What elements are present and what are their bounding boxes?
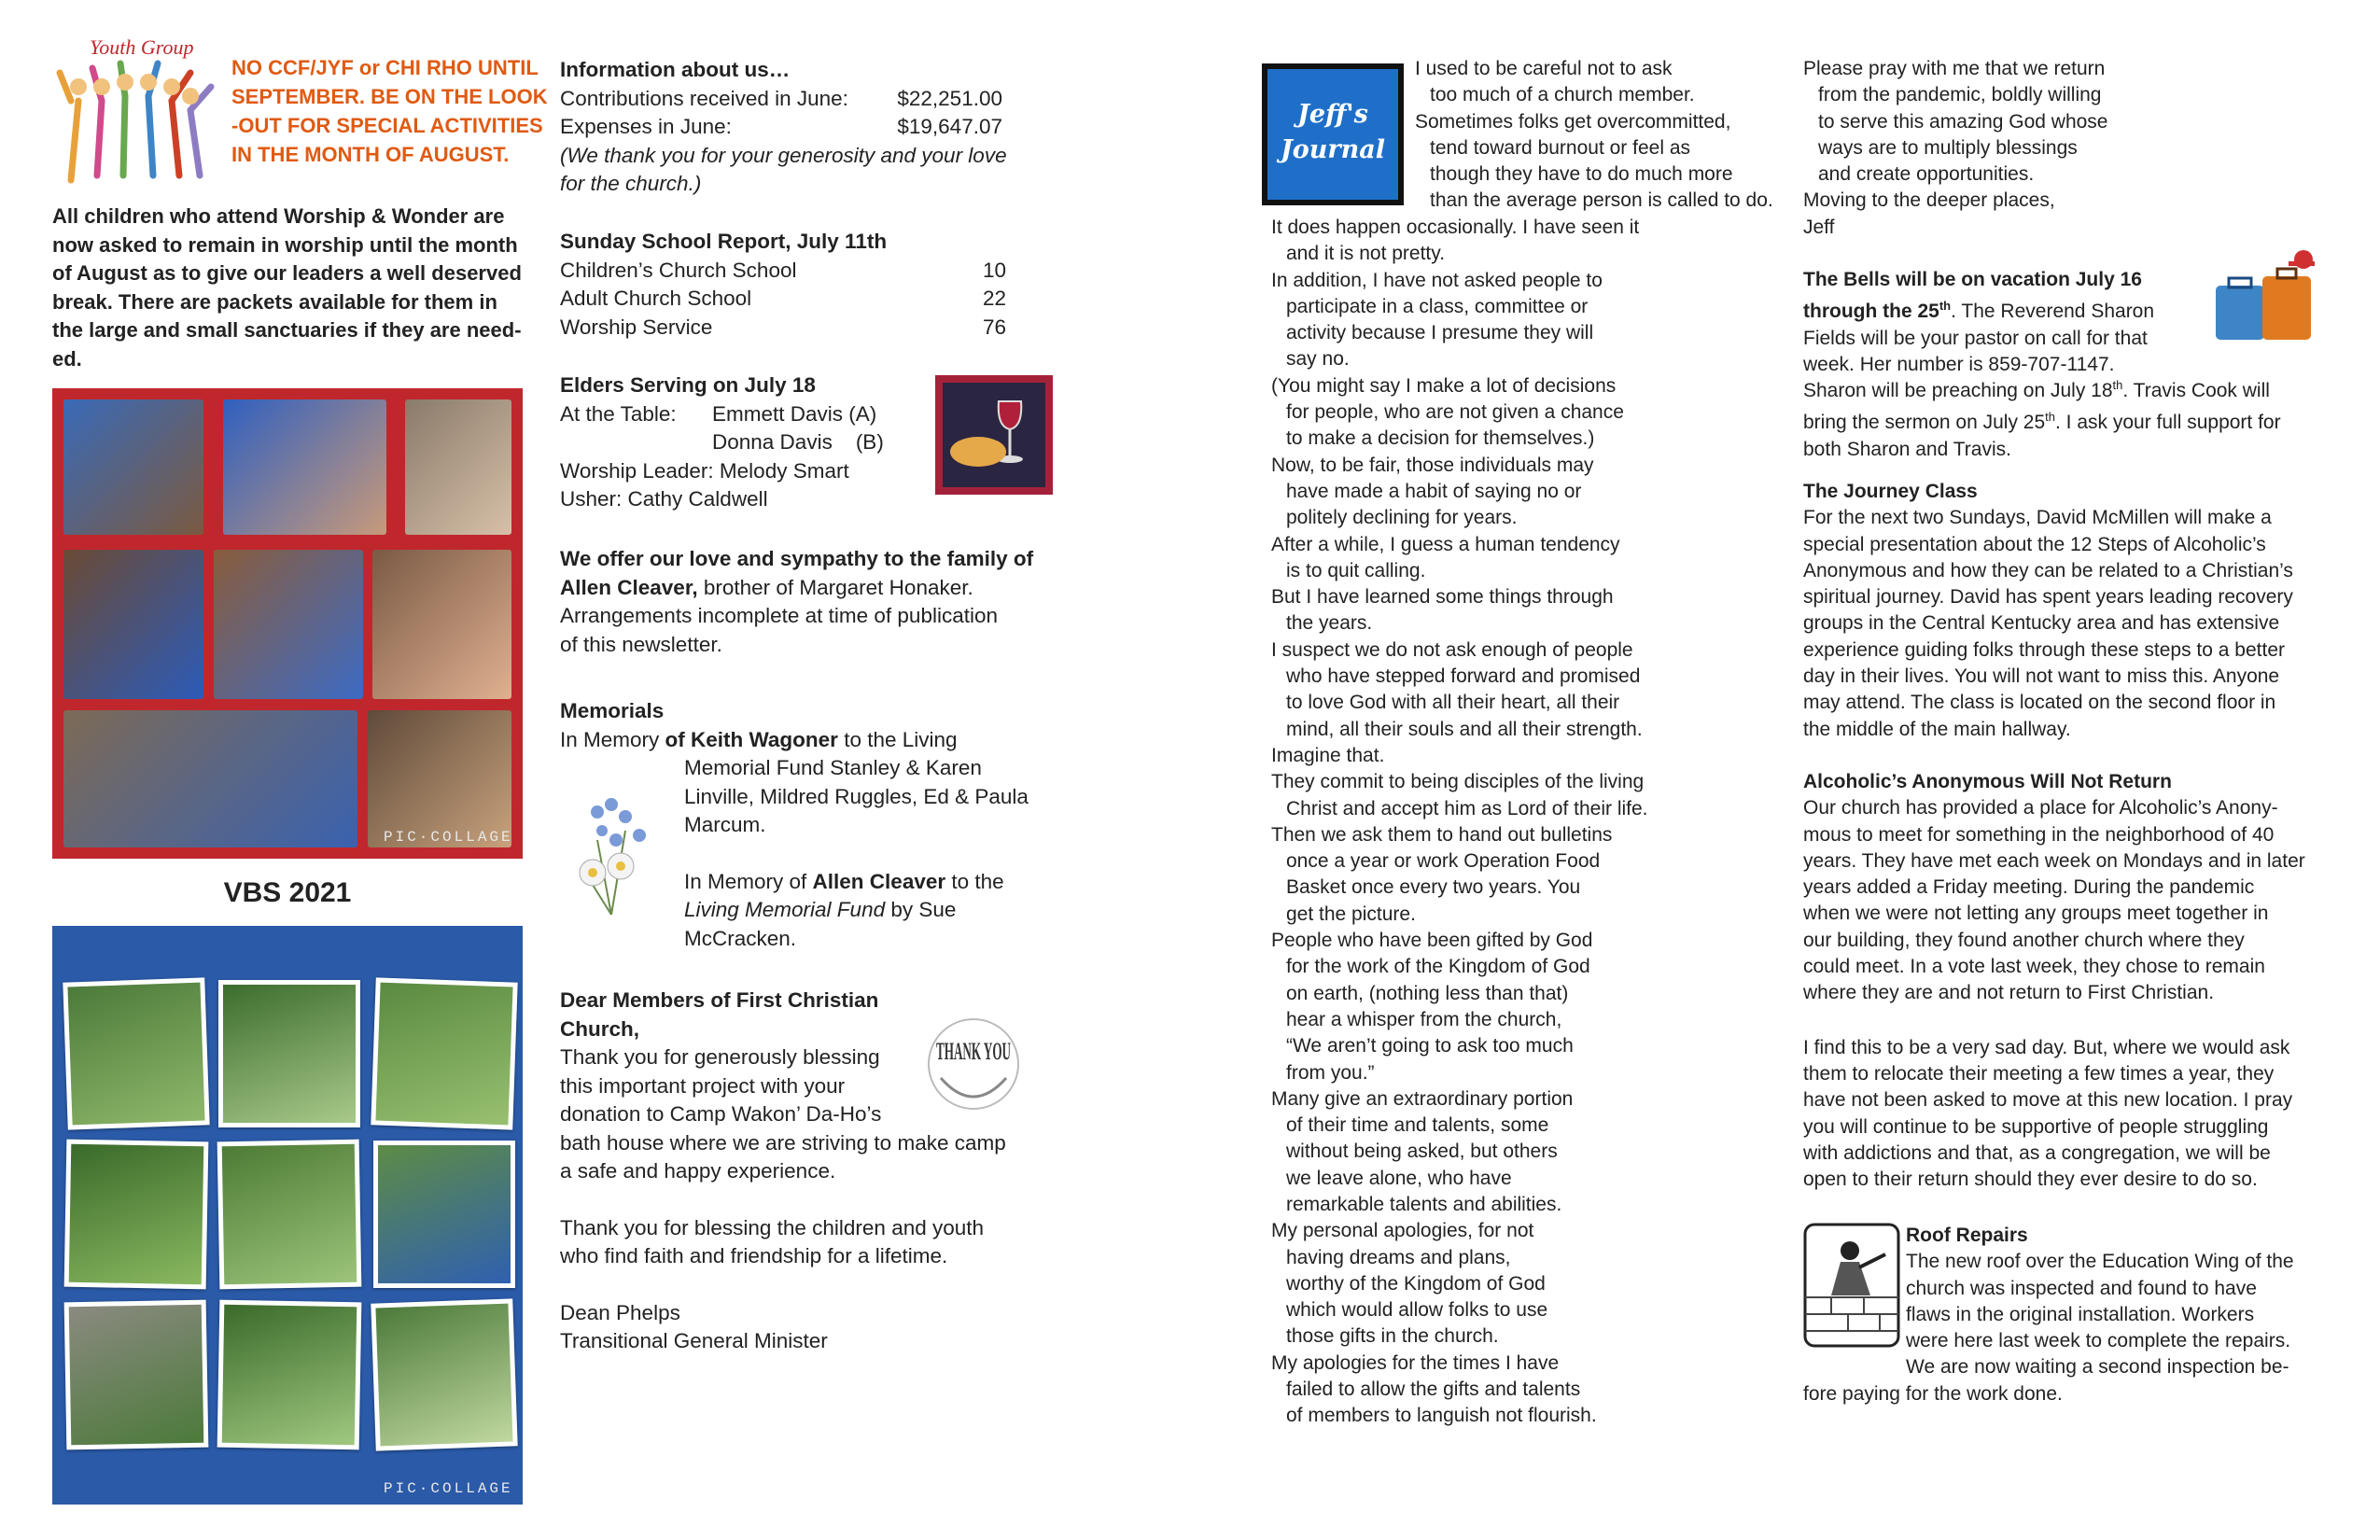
- jeffs-journal-logo: [1262, 63, 1404, 205]
- roof-line: fore paying for the work done.: [1803, 1383, 2063, 1405]
- collage-watermark: PIC·COLLAGE: [384, 829, 513, 846]
- sympathy-line: Allen Cleaver, brother of Margaret Honaker.: [560, 575, 973, 599]
- aa-line: our building, they found another church where they: [1803, 929, 2245, 951]
- prayer-section: [1803, 56, 2195, 241]
- journal-logo-text: Journal: [1280, 135, 1386, 164]
- journal-line: Many give an extraordinary portion: [1271, 1087, 1574, 1110]
- journal-line: the years.: [1286, 612, 1373, 635]
- photo: [63, 977, 209, 1129]
- info-row: Contributions received in June: $22,251.00: [560, 86, 1002, 110]
- bells-line: The Bells will be on vacation July 16: [1803, 269, 2142, 290]
- elders-table-row: Donna Davis (B): [712, 430, 884, 454]
- worship-wonder-notice: [52, 203, 556, 373]
- aa-line: them to relocate their meeting a few times a year, they: [1803, 1062, 2275, 1085]
- journal-line: I used to be careful not to ask: [1415, 58, 1673, 79]
- luggage-image: [2210, 248, 2315, 345]
- photo: [405, 399, 511, 535]
- prayer-line: Moving to the deeper places,: [1803, 189, 2055, 212]
- youth-group-logo-text: Youth Group: [90, 35, 194, 59]
- info-thanks: for the church.): [560, 172, 702, 195]
- letter-line: donation to Camp Wakon’ Da-Ho’s: [560, 1102, 882, 1126]
- aa-line: Our church has provided a place for Alcoholic’s Anony-: [1803, 797, 2278, 819]
- journal-line: of their time and talents, some: [1286, 1114, 1549, 1137]
- photo: [368, 710, 511, 847]
- journal-line: for people, who are not given a chance: [1286, 401, 1624, 424]
- journal-line: Basket once every two years. You: [1286, 876, 1581, 899]
- journal-line: once a year or work Operation Food: [1286, 850, 1601, 873]
- memorial-line: McCracken.: [684, 926, 797, 950]
- journal-line: Then we ask them to hand out bulletins: [1271, 823, 1613, 846]
- journal-line: It does happen occasionally. I have seen it: [1271, 217, 1640, 238]
- journal-line: though they have to do much more: [1430, 163, 1733, 186]
- prayer-line: Please pray with me that we return: [1803, 58, 2106, 79]
- photo: [63, 550, 203, 699]
- youth-notice-line: IN THE MONTH OF AUGUST.: [231, 143, 510, 166]
- notice-line: ed.: [52, 346, 82, 371]
- journey-class: [1803, 479, 2335, 743]
- info-heading: Information about us…: [560, 58, 791, 81]
- journal-body: [1271, 215, 1701, 1430]
- letter-line: who find faith and friendship for a lifetime.: [560, 1244, 948, 1267]
- bells-line: Sharon will be preaching on July 18th. Travis Cook will: [1803, 378, 2270, 401]
- journal-line: participate in a class, committee or: [1286, 295, 1589, 317]
- info-thanks: (We thank you for your generosity and your love: [560, 143, 1007, 167]
- journal-line: we leave alone, who have: [1286, 1167, 1512, 1189]
- info-section: [560, 56, 1008, 199]
- prayer-line: from the pandemic, boldly willing: [1818, 84, 2102, 106]
- prayer-signature: Jeff: [1803, 216, 1835, 238]
- photo: [64, 1140, 209, 1290]
- journal-line: having dreams and plans,: [1286, 1246, 1511, 1268]
- youth-group-logo: [50, 35, 218, 194]
- youth-notice-line: NO CCF/JYF or CHI RHO UNTIL: [231, 56, 539, 79]
- journey-line: day in their lives. You will not want to miss this. Anyone: [1803, 665, 2280, 688]
- photo: [63, 399, 203, 535]
- photo: [371, 1298, 517, 1450]
- journal-line: worthy of the Kingdom of God: [1286, 1272, 1546, 1295]
- report-row: Adult Church School 22: [560, 287, 1006, 310]
- journal-line: People who have been gifted by God: [1271, 930, 1593, 952]
- photo: [63, 710, 357, 847]
- report-row: Worship Service 76: [560, 315, 1006, 339]
- aa-line: where they are and not return to First Christian.: [1803, 982, 2215, 1004]
- photo: [223, 399, 386, 535]
- journal-line: In addition, I have not asked people to: [1271, 269, 1603, 291]
- journal-line: They commit to being disciples of the living: [1271, 771, 1645, 793]
- bells-line: Fields will be your pastor on call for that: [1803, 327, 2148, 349]
- roof-worker-image: [1803, 1223, 1900, 1348]
- journal-line: mind, all their souls and all their strength.: [1286, 718, 1643, 740]
- communion-wine-bread-image: [935, 375, 1053, 495]
- journal-line: “We aren’t going to ask too much: [1286, 1035, 1574, 1057]
- journal-line: hear a whisper from the church,: [1286, 1008, 1562, 1030]
- aa-line: years. They have met each week on Mondays and in later: [1803, 849, 2305, 872]
- roof-line: flaws in the original installation. Workers: [1906, 1303, 2255, 1325]
- bells-line: both Sharon and Travis.: [1803, 438, 2011, 460]
- journal-line: My personal apologies, for not: [1271, 1220, 1534, 1242]
- journal-line: remarkable talents and abilities.: [1286, 1193, 1562, 1215]
- journal-line: I suspect we do not ask enough of people: [1271, 638, 1633, 661]
- bells-line: week. Her number is 859-707-1147.: [1803, 353, 2115, 375]
- aa-line: could meet. In a vote last week, they chose to remain: [1803, 956, 2265, 978]
- journal-line: of members to languish not flourish.: [1286, 1405, 1597, 1427]
- notice-line: of August as to give our leaders a well deserved: [52, 261, 522, 285]
- journal-logo-text: Jeff's: [1297, 100, 1368, 129]
- journal-line: without being asked, but others: [1286, 1141, 1558, 1163]
- bells-sermons: [1803, 372, 2326, 463]
- journey-line: Anonymous and how they can be related to a Christian’s: [1803, 559, 2293, 581]
- aa-line: mous to meet for something in the neighborhood of 40: [1803, 823, 2275, 846]
- thank-you-text: THANK YOU: [936, 1038, 1012, 1065]
- journal-line: get the picture.: [1286, 903, 1416, 925]
- sympathy-line: Arrangements incomplete at time of publication: [560, 604, 998, 627]
- report-row: Children’s Church School 10: [560, 258, 1006, 282]
- journey-line: may attend. The class is located on the second floor in: [1803, 692, 2276, 714]
- notice-line: now asked to remain in worship until the month: [52, 232, 518, 257]
- sunday-school-heading: Sunday School Report, July 11th: [560, 230, 888, 253]
- vbs-title: VBS 2021: [223, 877, 352, 908]
- journey-line: groups in the Central Kentucky area and has extensive: [1803, 612, 2280, 635]
- aa-line: when we were not letting any groups meet together in: [1803, 903, 2269, 925]
- journey-heading: The Journey Class: [1803, 481, 1978, 502]
- aa-line: I find this to be a very sad day. But, where we would ask: [1803, 1036, 2290, 1058]
- bells-vacation: [1803, 267, 2195, 378]
- journal-line: have made a habit of saying no or: [1286, 480, 1582, 502]
- aa-line: you will continue to be supportive of people struggling: [1803, 1115, 2269, 1138]
- journal-line: Christ and accept him as Lord of their life.: [1286, 797, 1648, 819]
- journal-line: who have stepped forward and promised: [1286, 665, 1641, 688]
- aa-line: years added a Friday meeting. During the pandemic: [1803, 876, 2255, 899]
- roof-repairs: [1906, 1223, 2345, 1381]
- photo: [371, 977, 517, 1129]
- letter-line: this important project with your: [560, 1073, 846, 1098]
- aa-heading: Alcoholic’s Anonymous Will Not Return: [1803, 771, 2172, 792]
- photo: [218, 980, 360, 1127]
- photo: [217, 1140, 362, 1290]
- letter-heading: Church,: [560, 1016, 640, 1041]
- notice-line: the large and small sanctuaries if they are need-: [52, 318, 522, 342]
- journal-line: from you.”: [1286, 1061, 1375, 1084]
- photo: [217, 1300, 362, 1450]
- journal-line: Imagine that.: [1271, 744, 1385, 766]
- journal-line: and it is not pretty.: [1286, 243, 1446, 265]
- vbs-photo-collage-blue: [52, 926, 523, 1505]
- journal-line: tend toward burnout or feel as: [1430, 136, 1691, 159]
- journal-line: Sometimes folks get overcommitted,: [1415, 110, 1731, 133]
- journal-line: to love God with all their heart, all their: [1286, 692, 1620, 714]
- journal-line: activity because I presume they will: [1286, 322, 1594, 344]
- letter-heading: Dear Members of First Christian: [560, 988, 879, 1012]
- aa-line: have not been asked to move at this new location. I pray: [1803, 1089, 2293, 1112]
- photo: [373, 1141, 515, 1288]
- photo: [372, 550, 511, 699]
- roof-line: were here last week to complete the repairs.: [1906, 1330, 2291, 1352]
- photo: [64, 1300, 209, 1450]
- journey-line: the middle of the main hallway.: [1803, 718, 2071, 740]
- notice-line: break. There are packets available for them in: [52, 289, 497, 314]
- sympathy-section: [560, 545, 1055, 659]
- journal-line: too much of a church member.: [1430, 84, 1695, 106]
- flower-bouquet-image: [560, 784, 672, 924]
- letter-signature-title: Transitional General Minister: [560, 1329, 828, 1352]
- bells-line: bring the sermon on July 25th. I ask your full support for: [1803, 410, 2281, 434]
- aa-line: with addictions and that, as a congregation, we will be: [1803, 1141, 2271, 1164]
- youth-notice: [231, 53, 549, 169]
- thank-you-icon: [922, 1013, 1025, 1115]
- letter-line: a safe and happy experience.: [560, 1159, 836, 1183]
- prayer-line: ways are to multiply blessings: [1818, 136, 2078, 159]
- journal-line: which would allow folks to use: [1286, 1299, 1548, 1322]
- journal-line: After a while, I guess a human tendency: [1271, 533, 1620, 555]
- journey-line: special presentation about the 12 Steps of Alcoholic’s: [1803, 533, 2266, 555]
- aa-section: [1803, 769, 2345, 1193]
- aa-line: open to their return should they ever desire to do so.: [1803, 1169, 2258, 1191]
- memorial-line: Living Memorial Fund by Sue: [684, 898, 957, 921]
- journal-line: those gifts in the church.: [1286, 1325, 1499, 1348]
- journal-line: (You might say I make a lot of decisions: [1271, 374, 1617, 397]
- journal-line: My apologies for the times I have: [1271, 1351, 1560, 1374]
- letter-line: Thank you for generously blessing: [560, 1045, 880, 1069]
- journey-line: spiritual journey. David has spent years leading recovery: [1803, 586, 2293, 609]
- letter-signature: Dean Phelps: [560, 1300, 680, 1324]
- vbs-photo-collage-red: [52, 388, 523, 859]
- letter-line: bath house where we are striving to make camp: [560, 1130, 1006, 1155]
- roof-line: We are now waiting a second inspection be-: [1906, 1356, 2289, 1379]
- memorial-line: Linville, Mildred Ruggles, Ed & Paula: [684, 784, 1029, 808]
- journal-line: politely declining for years.: [1286, 507, 1518, 529]
- journal-line: to make a decision for themselves.): [1286, 427, 1595, 450]
- youth-notice-line: -OUT FOR SPECIAL ACTIVITIES: [231, 114, 543, 137]
- journal-line: failed to allow the gifts and talents: [1286, 1379, 1581, 1401]
- journal-line: on earth, (nothing less than that): [1286, 982, 1569, 1004]
- sunday-school-report: [560, 228, 1008, 342]
- journey-line: experience guiding folks through these steps to a better: [1803, 638, 2285, 661]
- letter-line: Thank you for blessing the children and youth: [560, 1215, 985, 1239]
- memorial-line: Marcum.: [684, 813, 766, 836]
- roof-line: church was inspected and found to have: [1906, 1277, 2257, 1299]
- journal-line: But I have learned some things through: [1271, 586, 1614, 609]
- collage-watermark: PIC·COLLAGE: [384, 1480, 513, 1497]
- bells-line: through the 25th. The Reverend Sharon: [1803, 299, 2155, 323]
- youth-notice-line: SEPTEMBER. BE ON THE LOOK: [231, 85, 548, 108]
- journal-line: Now, to be fair, those individuals may: [1271, 454, 1594, 476]
- journey-line: For the next two Sundays, David McMillen will make a: [1803, 507, 2272, 529]
- prayer-line: and create opportunities.: [1818, 163, 2035, 186]
- roof-line: The new roof over the Education Wing of the: [1906, 1251, 2294, 1273]
- usher: Usher: Cathy Caldwell: [560, 487, 768, 511]
- memorial-line: In Memory of Keith Wagoner to the Living: [560, 727, 958, 751]
- info-row: Expenses in June: $19,647.07: [560, 115, 1002, 138]
- roof-heading: Roof Repairs: [1906, 1225, 2028, 1246]
- sympathy-line: We offer our love and sympathy to the family of: [560, 547, 1034, 570]
- memorials-heading: Memorials: [560, 699, 665, 722]
- memorial-line: Memorial Fund Stanley & Karen: [684, 756, 982, 779]
- elders-section: [560, 371, 933, 514]
- elders-table-row: At the Table: Emmett Davis (A): [560, 401, 877, 426]
- worship-leader: Worship Leader: Melody Smart: [560, 458, 849, 483]
- elders-heading: Elders Serving on July 18: [560, 373, 816, 397]
- journal-intro: [1415, 56, 1807, 215]
- photo: [214, 550, 363, 699]
- notice-line: All children who attend Worship & Wonder are: [52, 204, 505, 228]
- journal-line: is to quit calling.: [1286, 559, 1426, 581]
- sympathy-line: of this newsletter.: [560, 632, 722, 656]
- journal-line: than the average person is called to do.: [1430, 189, 1773, 212]
- memorial-line: In Memory of Allen Cleaver to the: [684, 869, 1004, 893]
- journal-line: for the work of the Kingdom of God: [1286, 956, 1590, 978]
- journal-line: say no.: [1286, 348, 1350, 371]
- prayer-line: to serve this amazing God whose: [1818, 110, 2108, 133]
